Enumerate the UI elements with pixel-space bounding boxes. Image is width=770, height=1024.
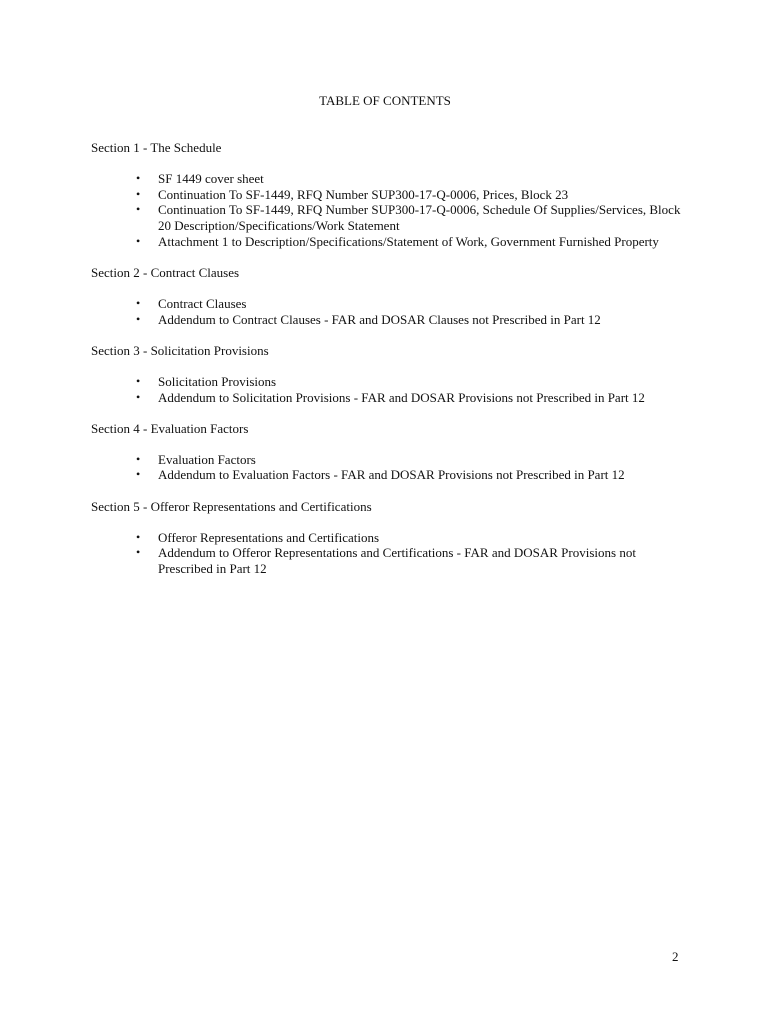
list-item	[136, 311, 681, 328]
section-item-list	[91, 374, 681, 405]
list-item	[136, 467, 681, 483]
bullet-icon: •	[136, 529, 141, 544]
list-item-text: Addendum to Solicitation Provisions - FAR and DOSAR Provisions not Prescribed in Part 12	[158, 389, 645, 405]
section-heading: Section 5 - Offeror Representations and Certifications	[91, 498, 372, 514]
bullet-icon: •	[136, 295, 141, 310]
section-heading: Section 1 - The Schedule	[91, 140, 222, 155]
bullet-icon: •	[136, 311, 141, 326]
toc-title: TABLE OF CONTENTS	[319, 93, 451, 108]
bullet-icon: •	[136, 467, 141, 482]
toc-content	[91, 140, 681, 592]
list-item	[136, 233, 681, 250]
list-item-text: Addendum to Evaluation Factors - FAR and DOSAR Provisions not Prescribed in Part 12	[158, 467, 625, 483]
bullet-icon: •	[136, 171, 141, 186]
section-item-list	[91, 530, 681, 577]
bullet-icon: •	[136, 202, 141, 217]
list-item	[136, 545, 681, 577]
list-item	[136, 529, 681, 546]
bullet-icon: •	[136, 233, 141, 248]
list-item-text: Continuation To SF-1449, RFQ Number SUP300-17-Q-0006, Prices, Block 23	[158, 186, 569, 202]
list-item	[136, 389, 681, 406]
list-item	[136, 202, 681, 233]
list-item-text: Offeror Representations and Certifications	[158, 529, 380, 545]
list-item-text: SF 1449 cover sheet	[158, 171, 264, 187]
bullet-icon: •	[136, 545, 141, 560]
list-item-text: Contract Clauses	[158, 295, 247, 311]
page-number: 2	[672, 949, 679, 964]
section-item-list	[91, 452, 681, 483]
section-item-list	[91, 296, 681, 327]
list-item	[136, 186, 681, 203]
bullet-icon: •	[136, 389, 141, 404]
list-item-text: Addendum to Contract Clauses - FAR and DOSAR Clauses not Prescribed in Part 12	[158, 311, 601, 327]
list-item-text: Evaluation Factors	[158, 451, 256, 467]
list-item-text: Attachment 1 to Description/Specifications/Statement of Work, Government Furnished Property	[158, 233, 659, 249]
bullet-icon: •	[136, 373, 141, 388]
list-item-text: Continuation To SF-1449, RFQ Number SUP300-17-Q-0006, Schedule Of Supplies/Services, Block 20 Description/Specifications/Work Statement	[158, 202, 681, 233]
section-heading: Section 4 - Evaluation Factors	[91, 420, 249, 436]
list-item	[136, 295, 681, 312]
list-item	[136, 171, 681, 187]
section-item-list	[91, 171, 681, 249]
list-item-text: Addendum to Offeror Representations and Certifications - FAR and DOSAR Provisions not Prescribed in Part 12	[158, 545, 636, 577]
list-item	[136, 451, 681, 468]
bullet-icon: •	[136, 186, 141, 201]
bullet-icon: •	[136, 451, 141, 466]
section-heading: Section 3 - Solicitation Provisions	[91, 342, 269, 358]
list-item-text: Solicitation Provisions	[158, 373, 277, 389]
section-heading: Section 2 - Contract Clauses	[91, 264, 240, 280]
list-item	[136, 373, 681, 390]
